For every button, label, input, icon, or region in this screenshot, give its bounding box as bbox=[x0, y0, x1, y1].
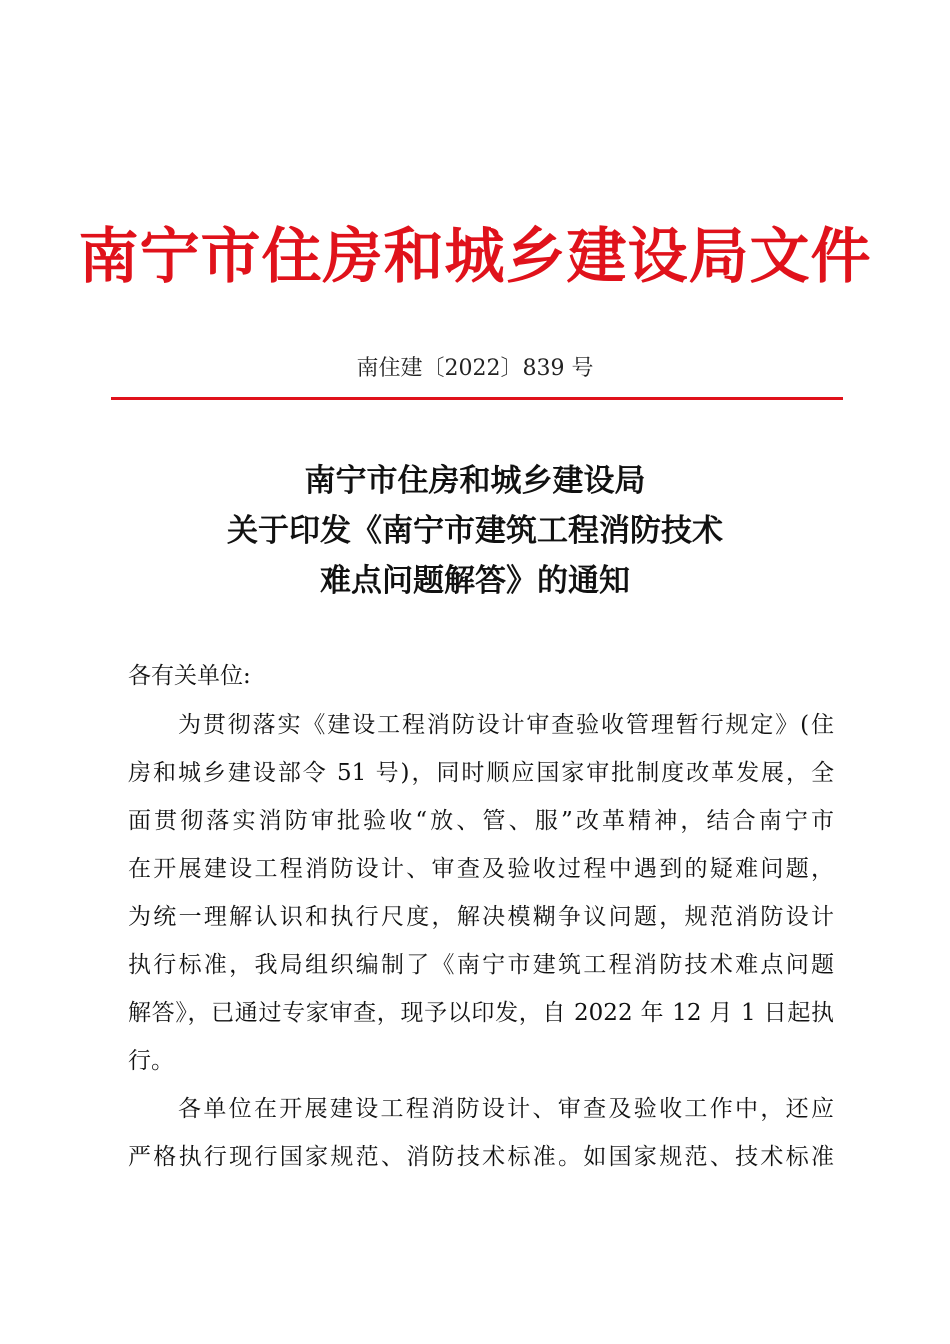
document-title bbox=[0, 456, 950, 606]
salutation: 各有关单位: bbox=[128, 663, 251, 689]
title-line-3: 难点问题解答》的通知 bbox=[320, 563, 630, 599]
paragraph-1-line-6: 执行标准，我局组织编制了《南宁市建筑工程消防技术难点问题 bbox=[128, 952, 834, 978]
paragraph-1-line-3: 面贯彻落实消防审批验收“放、管、服”改革精神，结合南宁市 bbox=[128, 808, 834, 834]
paragraph-2-line-2: 严格执行现行国家规范、消防技术标准。如国家规范、技术标准 bbox=[128, 1144, 834, 1170]
paragraph-1-line-1: 为贯彻落实《建设工程消防设计审查验收管理暂行规定》(住 bbox=[178, 712, 834, 738]
paragraph-2-line-1: 各单位在开展建设工程消防设计、审查及验收工作中，还应 bbox=[178, 1096, 834, 1122]
paragraph-1-line-4: 在开展建设工程消防设计、审查及验收过程中遇到的疑难问题， bbox=[128, 856, 834, 882]
agency-red-header: 南宁市住房和城乡建设局文件 bbox=[78, 222, 872, 292]
title-line-2: 关于印发《南宁市建筑工程消防技术 bbox=[227, 513, 723, 549]
document-number: 南住建〔2022〕839 号 bbox=[356, 356, 594, 381]
paragraph-1-line-8: 行。 bbox=[128, 1048, 174, 1074]
title-line-1: 南宁市住房和城乡建设局 bbox=[304, 463, 646, 499]
red-divider-line bbox=[111, 397, 843, 400]
paragraph-1-line-7: 解答》，已通过专家审查，现予以印发，自 2022 年 12 月 1 日起执 bbox=[128, 1000, 834, 1026]
paragraph-1-line-2: 房和城乡建设部令 51 号)，同时顺应国家审批制度改革发展，全 bbox=[128, 760, 834, 786]
paragraph-1-line-5: 为统一理解认识和执行尺度，解决模糊争议问题，规范消防设计 bbox=[128, 904, 834, 930]
